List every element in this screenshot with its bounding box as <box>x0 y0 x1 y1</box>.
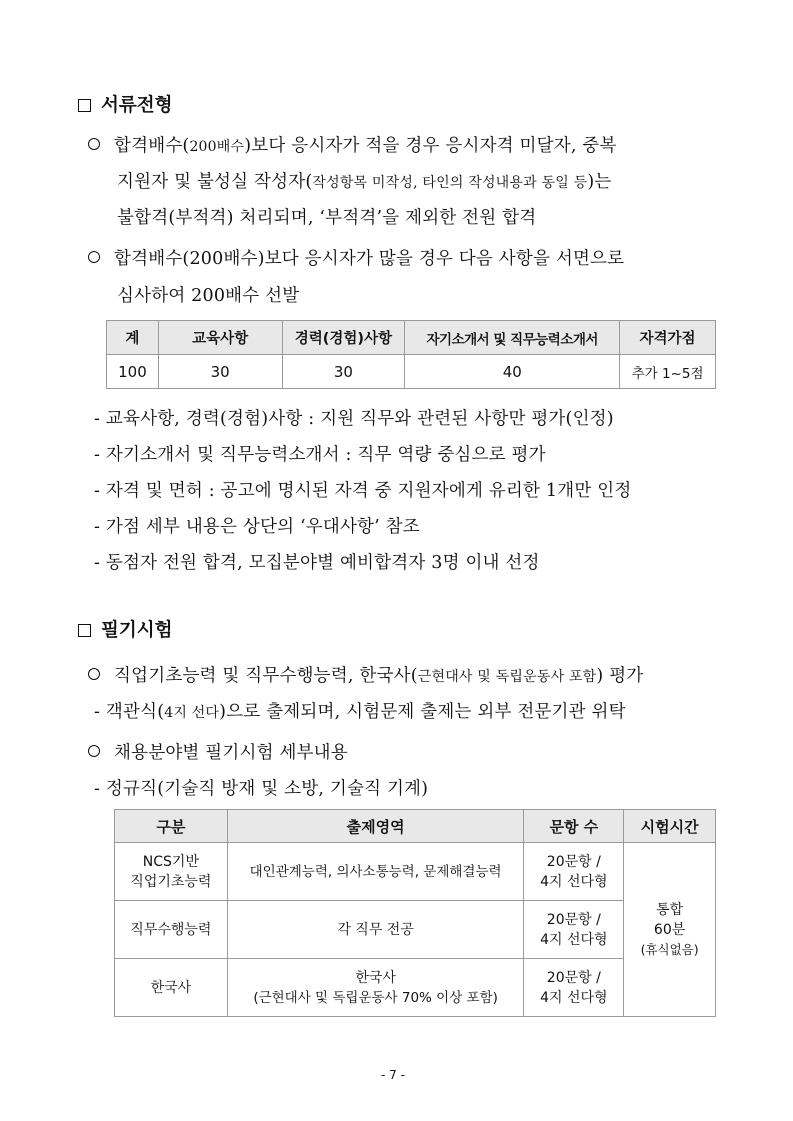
page-number: - 7 - <box>381 1068 405 1082</box>
para1-line1: 합격배수(200배수)보다 응시자가 적을 경우 응시자격 미달자, 중복 <box>88 132 617 157</box>
written-line4: - 정규직(기술직 방재 및 소방, 기술직 기계) <box>94 779 429 799</box>
circle-bullet-icon <box>88 138 100 150</box>
table-header-cell: 경력(경험)사항 <box>282 321 405 355</box>
table-header-row <box>115 810 716 843</box>
table-cell: 30 <box>282 355 405 389</box>
dash-item: - 자격 및 면허 : 공고에 명시된 자격 중 지원자에게 유리한 1개만 인정 <box>94 481 632 501</box>
dash-item: - 자기소개서 및 직무능력소개서 : 직무 역량 중심으로 평가 <box>94 445 546 465</box>
table-header-cell: 교육사항 <box>158 321 282 355</box>
written-line1: 직업기초능력 및 직무수행능력, 한국사(근현대사 및 독립운동사 포함) 평가 <box>88 662 643 687</box>
table-cell: 직무수행능력 <box>115 901 228 959</box>
table-cell: 추가 1~5점 <box>620 355 716 389</box>
checkbox-square-icon <box>78 624 91 637</box>
section-heading-written-test: 필기시험 <box>78 616 172 642</box>
checkbox-square-icon <box>78 99 91 112</box>
table-cell: NCS기반 직업기초능력 <box>115 843 228 901</box>
circle-bullet-icon <box>88 668 100 680</box>
table-cell: 20문항 / 4지 선다형 <box>524 959 624 1017</box>
table-cell: 100 <box>107 355 159 389</box>
screening-score-table <box>106 320 716 389</box>
table-header-cell: 문항 수 <box>524 810 624 843</box>
table-cell: 40 <box>405 355 620 389</box>
table-cell: 한국사 <box>115 959 228 1017</box>
table-header-cell: 구분 <box>115 810 228 843</box>
para2-line2: 심사하여 200배수 선발 <box>117 286 300 306</box>
dash-item: - 동점자 전원 합격, 모집분야별 예비합격자 3명 이내 선정 <box>94 553 540 573</box>
table-header-cell: 자격가점 <box>620 321 716 355</box>
dash-item: - 교육사항, 경력(경험)사항 : 지원 직무와 관련된 사항만 평가(인정) <box>94 409 614 429</box>
written-line3: 채용분야별 필기시험 세부내용 <box>88 739 348 764</box>
para2-line1: 합격배수(200배수)보다 응시자가 많을 경우 다음 사항을 서면으로 <box>88 245 624 270</box>
dash-item: - 가점 세부 내용은 상단의 ‘우대사항’ 참조 <box>94 517 420 537</box>
table-row <box>107 355 716 389</box>
table-cell-exam-time: 통합 60분 (휴식없음) <box>624 843 716 1017</box>
table-header-cell: 계 <box>107 321 159 355</box>
table-cell: 20문항 / 4지 선다형 <box>524 843 624 901</box>
para1-line2: 지원자 및 불성실 작성자(작성항목 미작성, 타인의 작성내용과 동일 등)는 <box>117 172 612 192</box>
table-cell: 한국사 (근현대사 및 독립운동사 70% 이상 포함) <box>227 959 524 1017</box>
circle-bullet-icon <box>88 251 100 263</box>
written-test-table <box>114 809 716 1017</box>
table-cell: 20문항 / 4지 선다형 <box>524 901 624 959</box>
table-header-cell: 출제영역 <box>227 810 524 843</box>
table-cell: 각 직무 전공 <box>227 901 524 959</box>
written-line2: - 객관식(4지 선다)으로 출제되며, 시험문제 출제는 외부 전문기관 위탁 <box>94 702 626 722</box>
table-cell: 대인관계능력, 의사소통능력, 문제해결능력 <box>227 843 524 901</box>
circle-bullet-icon <box>88 745 100 757</box>
section-heading-document-screening: 서류전형 <box>78 91 172 117</box>
table-cell: 30 <box>158 355 282 389</box>
para1-line3: 불합격(부적격) 처리되며, ‘부적격’을 제외한 전원 합격 <box>117 208 537 228</box>
table-header-cell: 시험시간 <box>624 810 716 843</box>
table-header-cell: 자기소개서 및 직무능력소개서 <box>405 321 620 355</box>
table-row <box>115 843 716 901</box>
table-header-row <box>107 321 716 355</box>
